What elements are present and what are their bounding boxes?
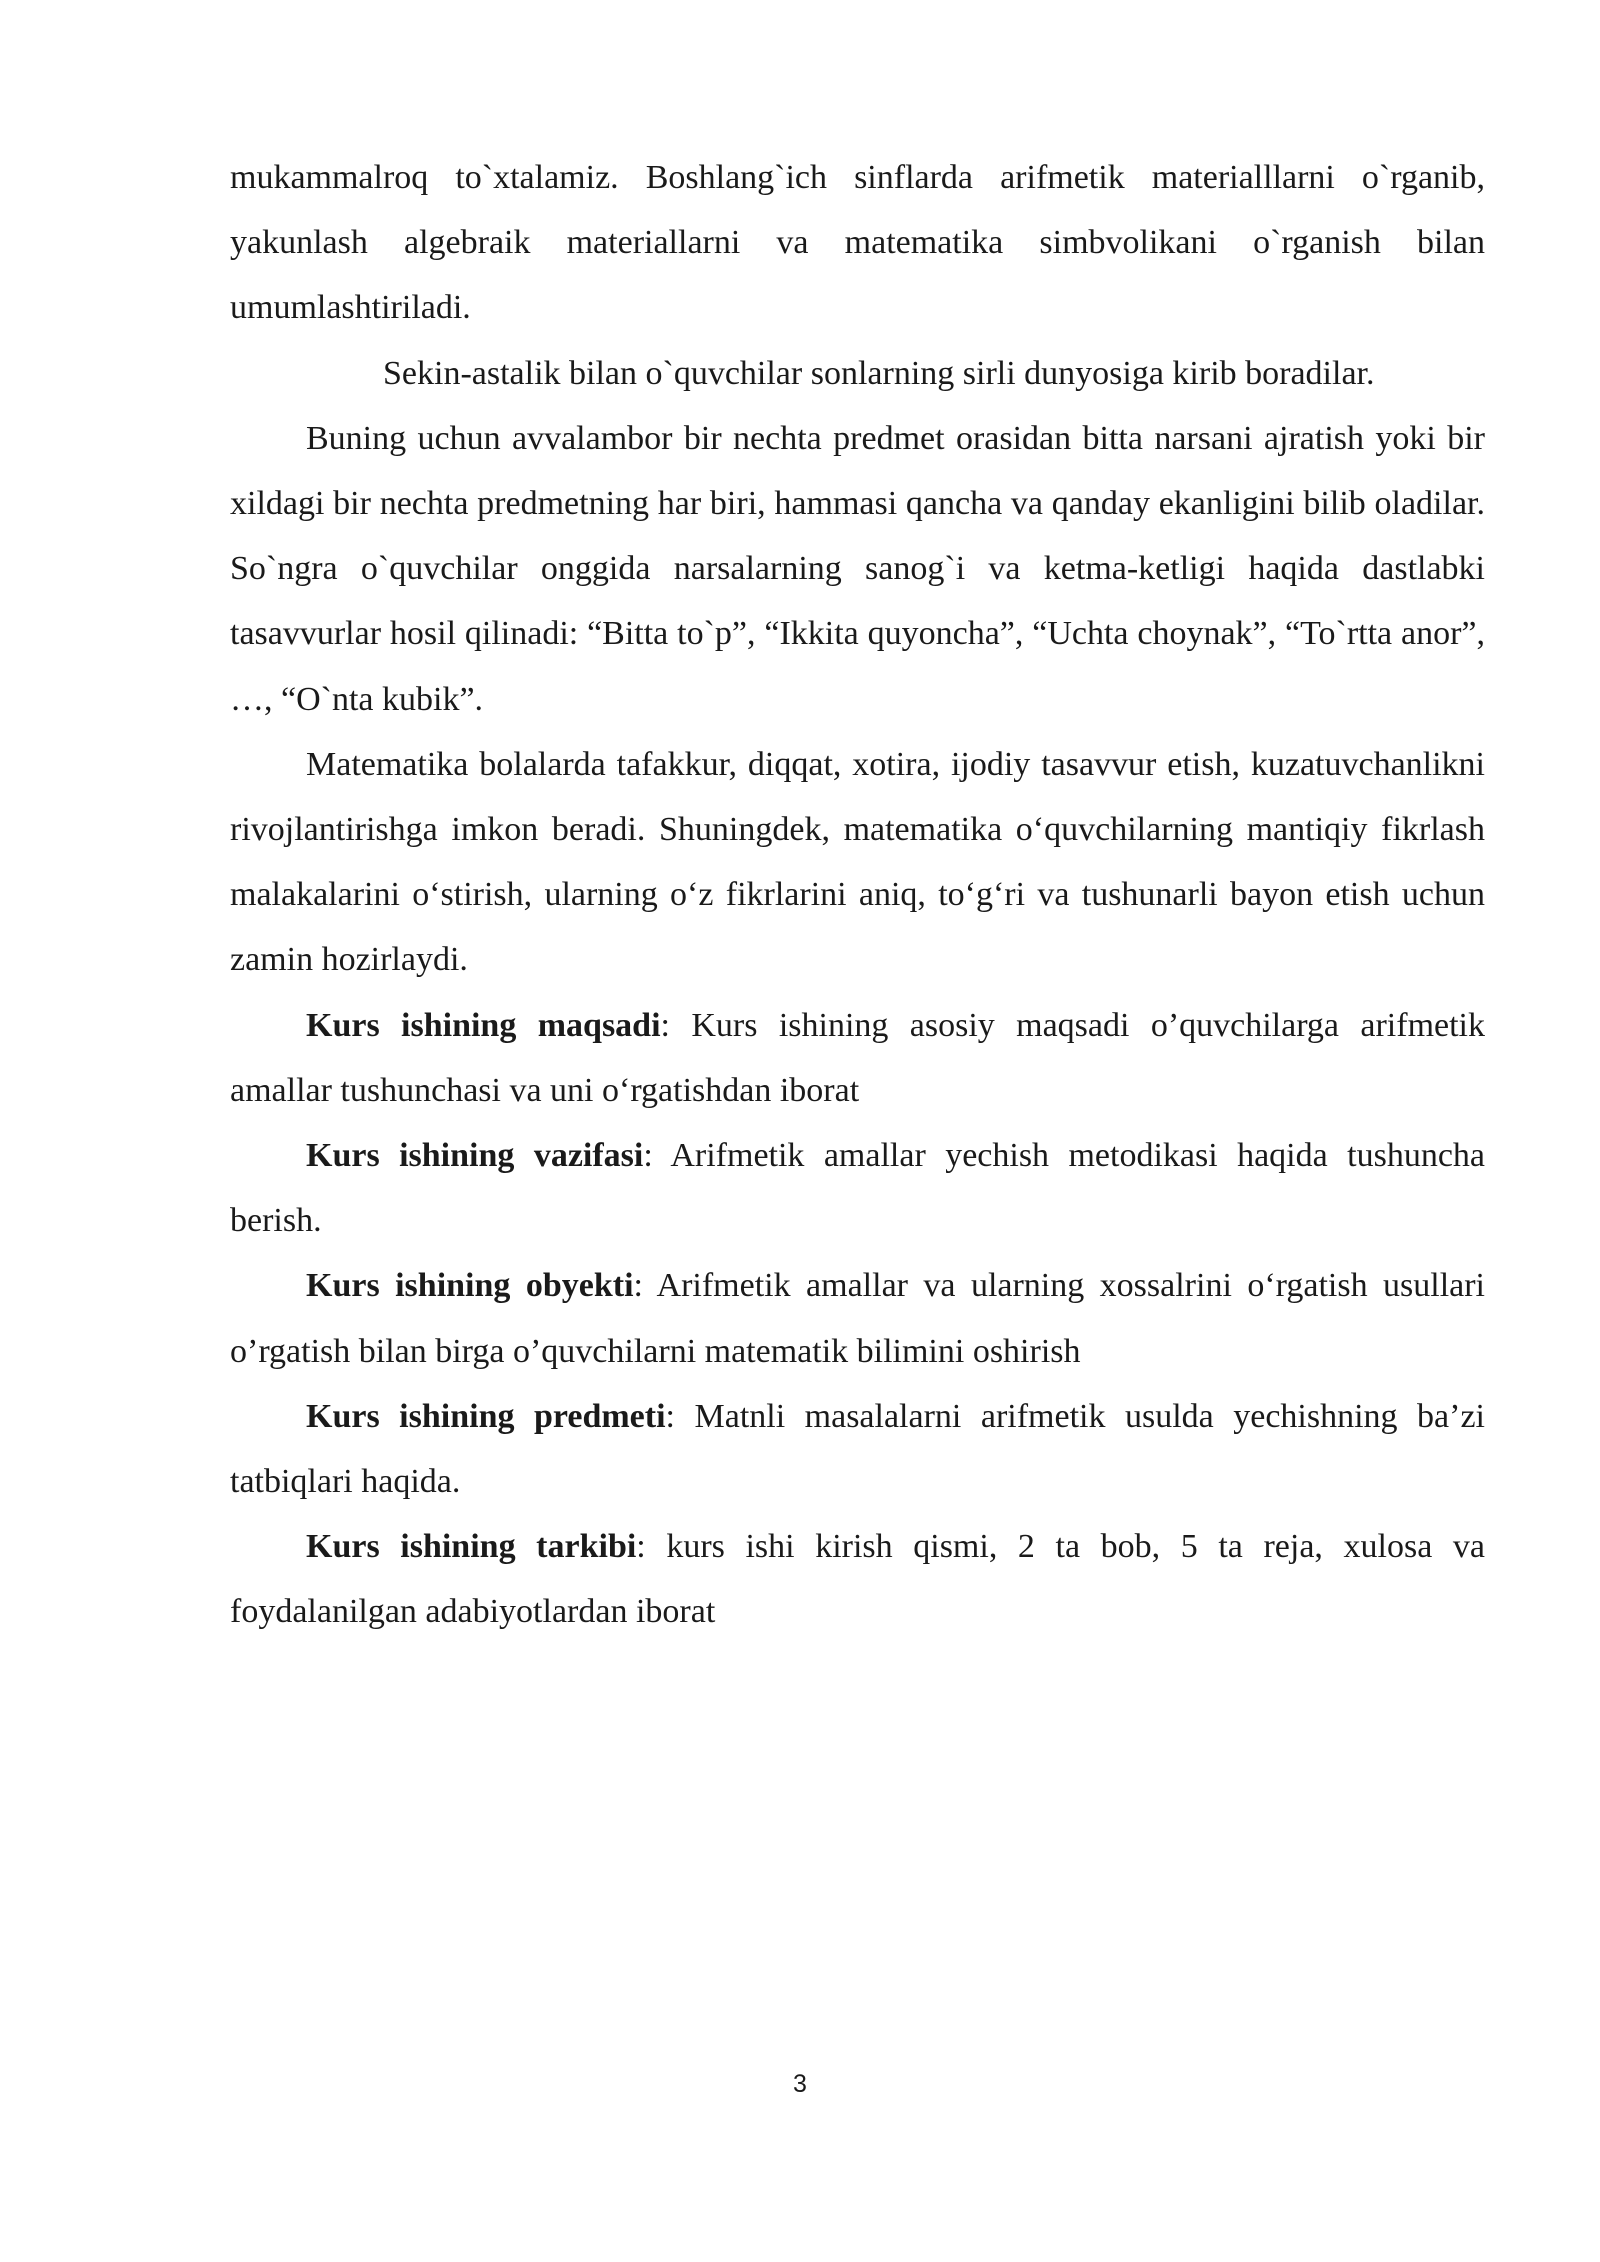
paragraph-text: Sekin-astalik bilan o`quvchilar sonlarning sirli dunyosiga kirib boradilar.: [383, 354, 1375, 392]
paragraph-predmeti: [230, 1384, 1485, 1514]
paragraph-heading: Kurs ishining tarkibi: [306, 1528, 637, 1566]
paragraph-heading: Kurs ishining vazifasi: [306, 1137, 644, 1175]
paragraph-text: : kurs ishi kirish qismi, 2 ta bob, 5 ta reja, xulosa va foydalanilgan adabiyotlardan iborat: [230, 1528, 1485, 1631]
paragraph-3: [230, 406, 1485, 732]
page-number: 3: [793, 2070, 807, 2098]
paragraph-text: Matematika bolalarda tafakkur, diqqat, xotira, ijodiy tasavvur etish, kuzatuvchanlikni rivojlantirishga imkon beradi. Shuningdek, matematika o‘quvchilarning mantiqiy fikrlash malakalarini o‘stirish, ularning o‘z fikrlarini aniq, to‘g‘ri va tushunarli bayon etish uchun zamin hozirlaydi.: [230, 745, 1485, 979]
paragraph-1: [230, 145, 1485, 341]
paragraph-maqsadi: [230, 993, 1485, 1123]
paragraph-text: mukammalroq to`xtalamiz. Boshlang`ich sinflarda arifmetik materialllarni o`rganib, yakunlash algebraik materiallarni va matematika simbvolikani o`rganish bilan umumlashtiriladi.: [230, 159, 1485, 327]
paragraph-heading: Kurs ishining obyekti: [306, 1267, 634, 1305]
paragraph-text: : Kurs ishining asosiy maqsadi o’quvchilarga arifmetik amallar tushunchasi va uni o‘rgatishdan iborat: [230, 1006, 1485, 1109]
paragraph-text: : Matnli masalalarni arifmetik usulda yechishning ba’zi tatbiqlari haqida.: [230, 1397, 1485, 1501]
paragraph-2: [230, 341, 1485, 406]
body-text: [230, 145, 1485, 1645]
paragraph-vazifasi: [230, 1123, 1485, 1253]
paragraph-heading: Kurs ishining predmeti: [306, 1397, 666, 1435]
paragraph-text: : Arifmetik amallar yechish metodikasi haqida tushuncha berish.: [230, 1137, 1486, 1240]
paragraph-text: Buning uchun avvalambor bir nechta predmet orasidan bitta narsani ajratish yoki bir xildagi bir nechta predmetning har biri, hammasi qancha va qanday ekanligini bilib oladilar. So`ngra o`quvchilar onggida narsalarning sanog`i va ketma-ketligi haqida dastlabki tasavvurlar hosil qilinadi: “Bitta to`p”, “Ikkita quyoncha”, “Uchta choynak”, “To`rtta anor”, …, “O`nta kubik”.: [230, 419, 1485, 718]
paragraph-heading: Kurs ishining maqsadi: [306, 1006, 661, 1044]
paragraph-tarkibi: [230, 1514, 1485, 1644]
paragraph-4: [230, 732, 1485, 993]
paragraph-text: : Arifmetik amallar va ularning xossalrini o‘rgatish usullari o’rgatish bilan birga o’quvchilarni matematik bilimini oshirish: [230, 1267, 1485, 1370]
paragraph-obyekti: [230, 1253, 1485, 1383]
